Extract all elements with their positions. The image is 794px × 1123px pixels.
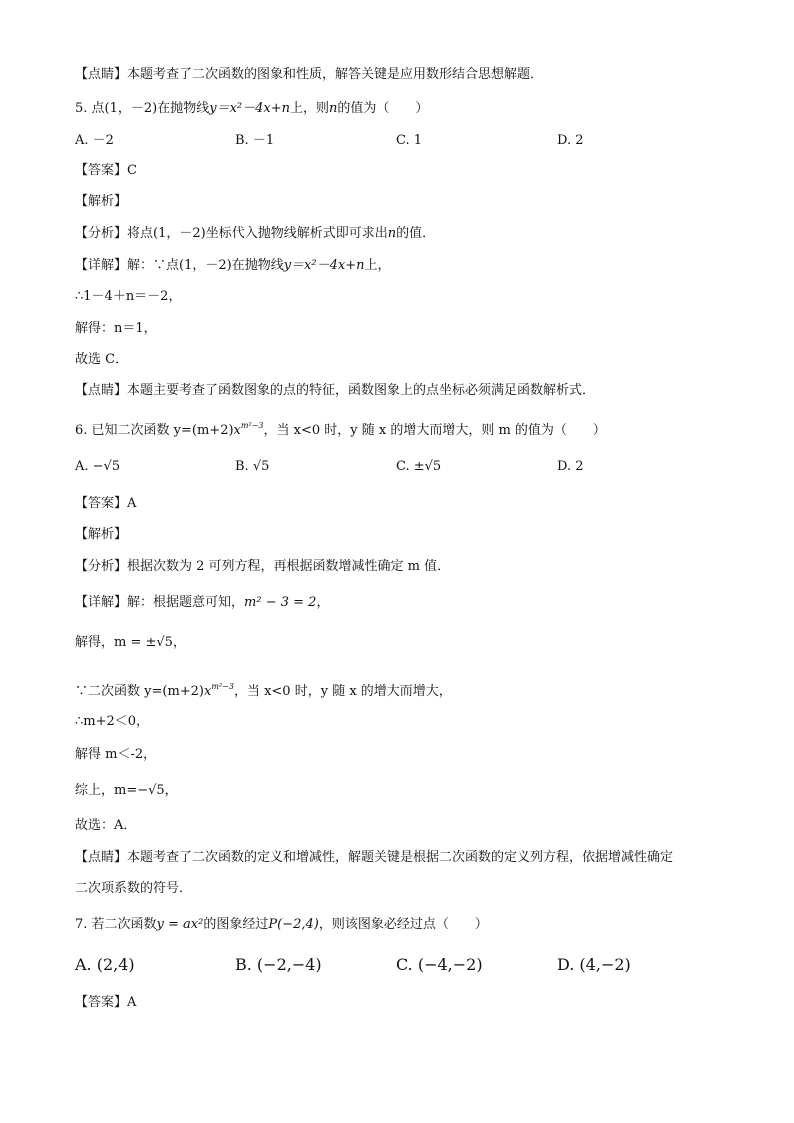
xiangjie-tag: 【详解】: [75, 595, 128, 610]
q6-option-c: C. ±√5: [396, 459, 442, 474]
dianjing-5-text: 本题主要考查了函数图象的点的特征，函数图象上的点坐标必须满足函数解析式．: [127, 383, 596, 398]
q6-option-a: A. −√5: [75, 459, 121, 474]
xiangjie-6-b: ，: [316, 595, 330, 610]
q5-option-b: B. －1: [235, 133, 275, 148]
answer-value: C: [127, 163, 137, 178]
q6-exponent: m²−3: [240, 421, 264, 430]
xiangjie-5-a: 解：∵点(1，－2)在抛物线: [127, 258, 284, 273]
q7-option-d: D. (4,−2): [557, 955, 631, 974]
answer-tag: 【答案】: [75, 496, 128, 511]
xiangjie-5-formula: y＝x²－4x+n: [283, 258, 365, 273]
q6-option-b: B. √5: [235, 459, 270, 474]
step-6-4: 解得 m＜-2，: [75, 747, 157, 762]
jiexi-5: 【解析】: [75, 194, 128, 209]
fenxi-5: [75, 226, 435, 242]
step-6-1: 解得，m = ±√5，: [75, 635, 186, 650]
fenxi-5-var: n: [387, 226, 397, 241]
answer-tag: 【答案】: [75, 163, 128, 178]
xiangjie-6: [75, 595, 329, 611]
q7-stem-b: 的图象经过: [203, 917, 269, 932]
fenxi-6-text: 根据次数为 2 可列方程，再根据函数增减性确定 m 值．: [127, 559, 451, 574]
dianjing-6-line1: [75, 850, 673, 866]
question-6: [75, 418, 606, 439]
step-6-2-a: ∵二次函数 y=(m+2): [75, 684, 205, 699]
answer-5: [75, 163, 137, 179]
answer-7: [75, 995, 136, 1011]
q6-stem-b: ，当 x<0 时，y 随 x 的增大而增大，则 m 的值为（ ）: [263, 423, 606, 438]
xiangjie-6-eq: m² − 3 = 2: [244, 595, 317, 610]
q5-var: n: [329, 101, 338, 116]
step-6-2-x: x: [204, 684, 212, 699]
fenxi-tag: 【分析】: [75, 559, 128, 574]
jiexi-6: 【解析】: [75, 527, 128, 542]
q7-stem-a: 7. 若二次函数: [75, 917, 157, 932]
fenxi-5-a: 将点(1，－2)坐标代入抛物线解析式即可求出: [127, 226, 388, 241]
q7-formula: y = ax²: [156, 917, 204, 932]
step-6-5: 综上，m=−√5，: [75, 783, 178, 798]
q5-stem-c: 的值为（ ）: [337, 101, 429, 116]
fenxi-6: [75, 559, 450, 575]
question-5: [75, 101, 428, 117]
dianjing-6-line2: 二次项系数的符号．: [75, 881, 193, 896]
answer-tag: 【答案】: [75, 995, 128, 1010]
q7-point: P(−2,4): [268, 917, 319, 932]
q5-option-c: C. 1: [396, 133, 423, 148]
step-5-3: 故选 C．: [75, 352, 129, 367]
answer-6: [75, 496, 136, 512]
section-tag: 【点睛】: [75, 67, 128, 82]
q7-stem-c: ，则该图象必经过点（ ）: [318, 917, 488, 932]
dianjing-tag: 【点睛】: [75, 383, 128, 398]
step-5-1: ∴1－4＋n＝－2，: [75, 289, 182, 304]
q5-stem-a: 5. 点(1，－2)在抛物线: [75, 101, 210, 116]
q7-option-a: A. (2,4): [75, 955, 135, 974]
q7-option-c: C. (−4,−2): [396, 955, 483, 974]
question-7: [75, 917, 488, 933]
step-6-2-b: ，当 x<0 时，y 随 x 的增大而增大，: [233, 684, 452, 699]
q5-stem-b: 上，则: [290, 101, 330, 116]
fenxi-tag: 【分析】: [75, 226, 128, 241]
step-6-2: [75, 679, 452, 700]
dianjing-prev-text: 本题考查了二次函数的图象和性质，解答关键是应用数形结合思想解题．: [127, 67, 544, 82]
dianjing-5: [75, 383, 595, 399]
q6-x: x: [233, 423, 241, 438]
q5-option-d: D. 2: [557, 133, 584, 148]
xiangjie-5: [75, 258, 390, 274]
xiangjie-6-a: 解：根据题意可知，: [127, 595, 245, 610]
q6-stem-a: 6. 已知二次函数 y=(m+2): [75, 423, 234, 438]
dianjing-6-text1: 本题考查了二次函数的定义和增减性，解题关键是根据二次函数的定义列方程，依据增减性确定: [127, 850, 674, 865]
q5-option-a: A. －2: [75, 133, 114, 148]
xiangjie-5-b: 上，: [364, 258, 391, 273]
step-6-6: 故选：A．: [75, 818, 137, 833]
q6-option-d: D. 2: [557, 459, 584, 474]
step-6-2-exponent: m²−3: [211, 682, 234, 691]
xiangjie-tag: 【详解】: [75, 258, 128, 273]
dianjing-prev: [75, 67, 543, 83]
q5-formula: y＝x²－4x+n: [209, 101, 290, 116]
fenxi-5-b: 的值．: [396, 226, 436, 241]
step-5-2: 解得：n＝1，: [75, 321, 157, 336]
q7-option-b: B. (−2,−4): [235, 955, 322, 974]
answer-value: A: [127, 995, 137, 1010]
dianjing-tag: 【点睛】: [75, 850, 128, 865]
answer-value: A: [127, 496, 137, 511]
step-6-3: ∴m+2＜0，: [75, 714, 150, 729]
